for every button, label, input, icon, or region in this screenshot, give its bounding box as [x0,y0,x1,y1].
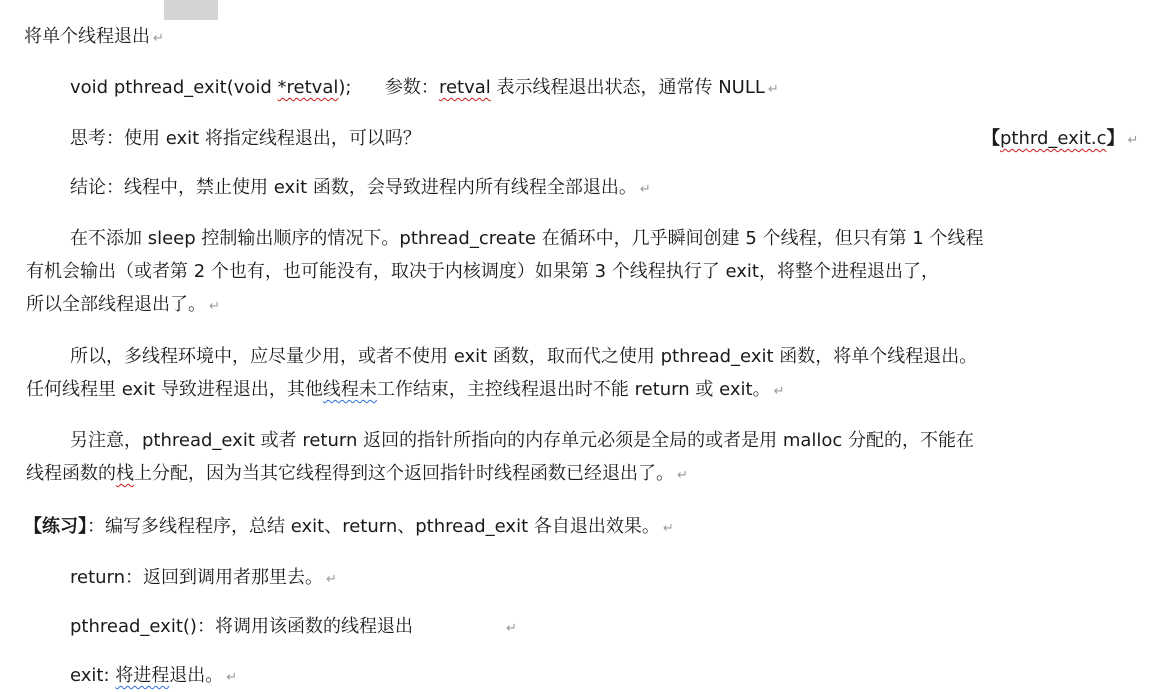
paragraph-sleep [26,222,1156,323]
signature-code-arg: *retval [277,77,339,98]
item-pthread-exit-text: pthread_exit()：将调用该函数的线程退出 [70,616,413,637]
paragraph-mark: ↵ [505,621,517,636]
paragraph-sleep-line1: 在不添加 sleep 控制输出顺序的情况下。pthread_create 在循环中，几乎瞬间创建 5 个线程，但只有第 1 个线程 [70,228,984,249]
paragraph-sleep-line3 [26,288,1156,323]
paragraph-mark: ↵ [209,299,220,314]
heading [24,23,164,53]
item-pthread-exit [70,613,517,643]
paragraph-mark: ↵ [1127,133,1139,148]
paragraph-mark: ↵ [226,670,238,685]
paragraph-multithread-line1: 所以，多线程环境中，应尽量少用，或者不使用 exit 函数，取而代之使用 pthread_exit 函数，将单个线程退出。 [70,346,978,367]
signature-code-post: ); [338,77,352,98]
header-tab-fragment [164,0,218,20]
item-exit-pre: exit: [70,665,116,686]
paragraph-mark: ↵ [153,31,164,46]
conclusion-text: 结论：线程中，禁止使用 exit 函数，会导致进程内所有线程全部退出。 [70,177,637,198]
file-close-bracket: 】 [1106,128,1125,149]
signature-param-post: 表示线程退出状态，通常传 NULL [490,77,765,98]
paragraph-multithread-line2-pre: 任何线程里 exit 导致进程退出，其他 [26,379,323,400]
paragraph-sleep-line3-text: 所以全部线程退出了。 [26,294,206,315]
item-return-text: return：返回到调用者那里去。 [70,567,324,588]
conclusion-line [70,174,651,204]
item-exit-word: 将进程 [115,665,170,686]
paragraph-multithread-line2-post: 工作结束，主控线程退出时不能 return 或 exit。 [376,379,771,400]
exercise-label: 【练习】 [24,516,87,537]
paragraph-mark: ↵ [639,182,651,197]
file-open-bracket: 【 [982,128,1000,149]
paragraph-multithread-line2-word: 线程未 [322,379,377,400]
signature-code-pre: void pthread_exit(void [70,77,278,98]
item-exit [70,662,237,692]
paragraph-mark: ↵ [767,82,779,97]
paragraph-mark: ↵ [773,384,785,399]
file-name: pthrd_exit.c [1000,128,1107,149]
paragraph-multithread [26,340,1156,408]
paragraph-note [26,424,1156,492]
paragraph-note-line1: 另注意，pthread_exit 或者 return 返回的指针所指向的内存单元必须是全局的或者是用 malloc 分配的，不能在 [70,430,975,451]
paragraph-note-line2-word: 栈 [116,463,134,484]
paragraph-sleep-line2: 有机会输出（或者第 2 个也有，也可能没有，取决于内核调度）如果第 3 个线程执行了 exit，将整个进程退出了， [26,261,939,282]
paragraph-note-line2 [26,457,1156,492]
paragraph-multithread-line2 [26,373,1156,408]
signature-param-pre: 参数： [384,77,439,98]
paragraph-note-line2-pre: 线程函数的 [26,463,116,484]
exercise-text: ：编写多线程程序，总结 exit、return、pthread_exit 各自退出效果。 [87,516,660,537]
exercise-line [24,513,674,543]
item-return [70,564,337,594]
question-text: 思考：使用 exit 将指定线程退出，可以吗？ [70,128,421,149]
file-reference [982,125,1138,155]
paragraph-mark: ↵ [326,572,337,587]
signature-param-word: retval [438,77,491,98]
heading-text: 将单个线程退出 [24,26,150,47]
paragraph-mark: ↵ [662,521,674,536]
paragraph-mark: ↵ [677,468,688,483]
item-exit-post: 退出。 [169,665,224,686]
paragraph-note-line2-post: 上分配，因为当其它线程得到这个返回指针时线程函数已经退出了。 [134,463,674,484]
signature-line [70,74,779,104]
question-line [70,125,421,153]
